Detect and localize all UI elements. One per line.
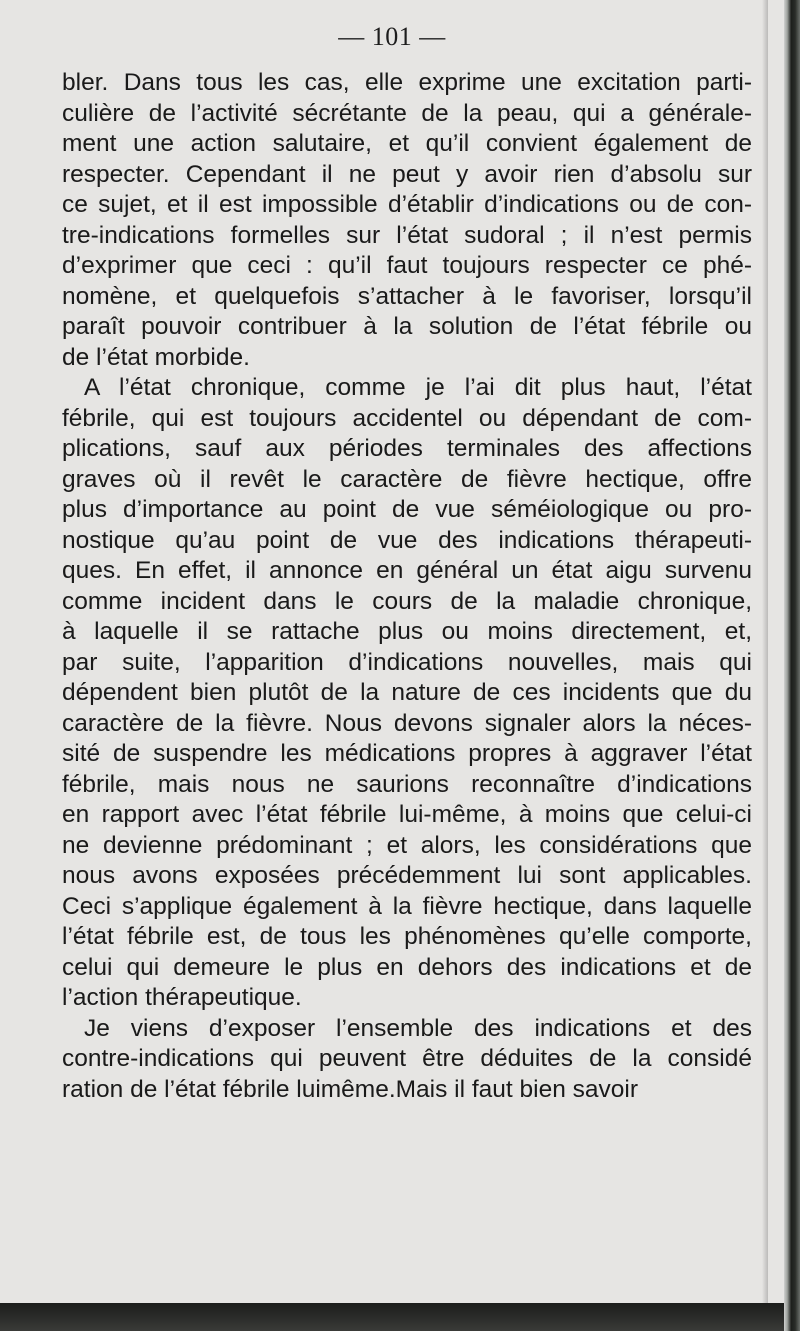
text-line: l’action thérapeutique.	[62, 984, 302, 1011]
text-line: Ceci s’applique également à la fièvre hectique, dans laquelle	[62, 892, 752, 920]
text-line: graves où il revêt le caractère de fièvre hectique, offre	[62, 465, 752, 493]
text-line: tre-indications formelles sur l’état sudoral ; il n’est permis	[62, 221, 752, 249]
body-text	[62, 68, 752, 1105]
text-line: Je viens d’exposer l’ensemble des indications et des	[84, 1014, 752, 1042]
text-line: par suite, l’apparition d’indications nouvelles, mais qui	[62, 648, 752, 676]
text-line: celui qui demeure le plus en dehors des indications et de	[62, 953, 752, 981]
text-line: contre-indications qui peuvent être déduites de la considé	[62, 1045, 752, 1072]
text-line: fébrile, mais nous ne saurions reconnaître d’indications	[62, 770, 752, 798]
text-line: d’exprimer que ceci : qu’il faut toujours respecter ce phé-	[62, 252, 752, 279]
text-line: plus d’importance au point de vue séméiologique ou pro-	[62, 496, 752, 523]
text-line: ne devienne prédominant ; et alors, les considérations que	[62, 831, 752, 859]
text-line: caractère de la fièvre. Nous devons signaler alors la néces-	[62, 709, 752, 737]
scan-bottom-edge	[0, 1303, 784, 1331]
text-line: respecter. Cependant il ne peut y avoir rien d’absolu sur	[62, 160, 752, 188]
text-line: culière de l’activité sécrétante de la peau, qui a générale-	[62, 99, 752, 127]
page-gutter-shadow	[762, 0, 768, 1331]
text-line: bler. Dans tous les cas, elle exprime une excitation parti-	[62, 69, 752, 96]
text-line: ques. En effet, il annonce en général un état aigu survenu	[62, 557, 752, 584]
text-line: nostique qu’au point de vue des indications thérapeuti-	[62, 526, 752, 554]
text-line: en rapport avec l’état fébrile lui-même, à moins que celui-ci	[62, 801, 752, 828]
text-line: de l’état morbide.	[62, 343, 250, 371]
book-spine-edge	[784, 0, 800, 1331]
page-number: — 101 —	[338, 22, 446, 51]
text-line: à laquelle il se rattache plus ou moins directement, et,	[62, 618, 752, 645]
text-line: ration de l’état fébrile luimême.Mais il faut bien savoir	[62, 1075, 639, 1103]
text-line: l’état fébrile est, de tous les phénomènes qu’elle comporte,	[62, 923, 752, 950]
text-line: sité de suspendre les médications propres à aggraver l’état	[62, 740, 752, 767]
text-line: nous avons exposées précédemment lui sont applicables.	[62, 862, 752, 889]
text-line: comme incident dans le cours de la maladie chronique,	[62, 587, 752, 615]
text-line: fébrile, qui est toujours accidentel ou dépendant de com-	[62, 404, 752, 432]
text-line: A l’état chronique, comme je l’ai dit plus haut, l’état	[84, 374, 752, 401]
text-line: dépendent bien plutôt de la nature de ces incidents que du	[62, 679, 752, 706]
text-line: nomène, et quelquefois s’attacher à le favoriser, lorsqu’il	[62, 282, 752, 310]
text-line: paraît pouvoir contribuer à la solution de l’état fébrile ou	[62, 313, 752, 340]
text-line: plications, sauf aux périodes terminales des affections	[62, 435, 752, 462]
text-line: ce sujet, et il est impossible d’établir d’indications ou de con-	[62, 191, 752, 218]
text-line: ment une action salutaire, et qu’il convient également de	[62, 130, 752, 157]
